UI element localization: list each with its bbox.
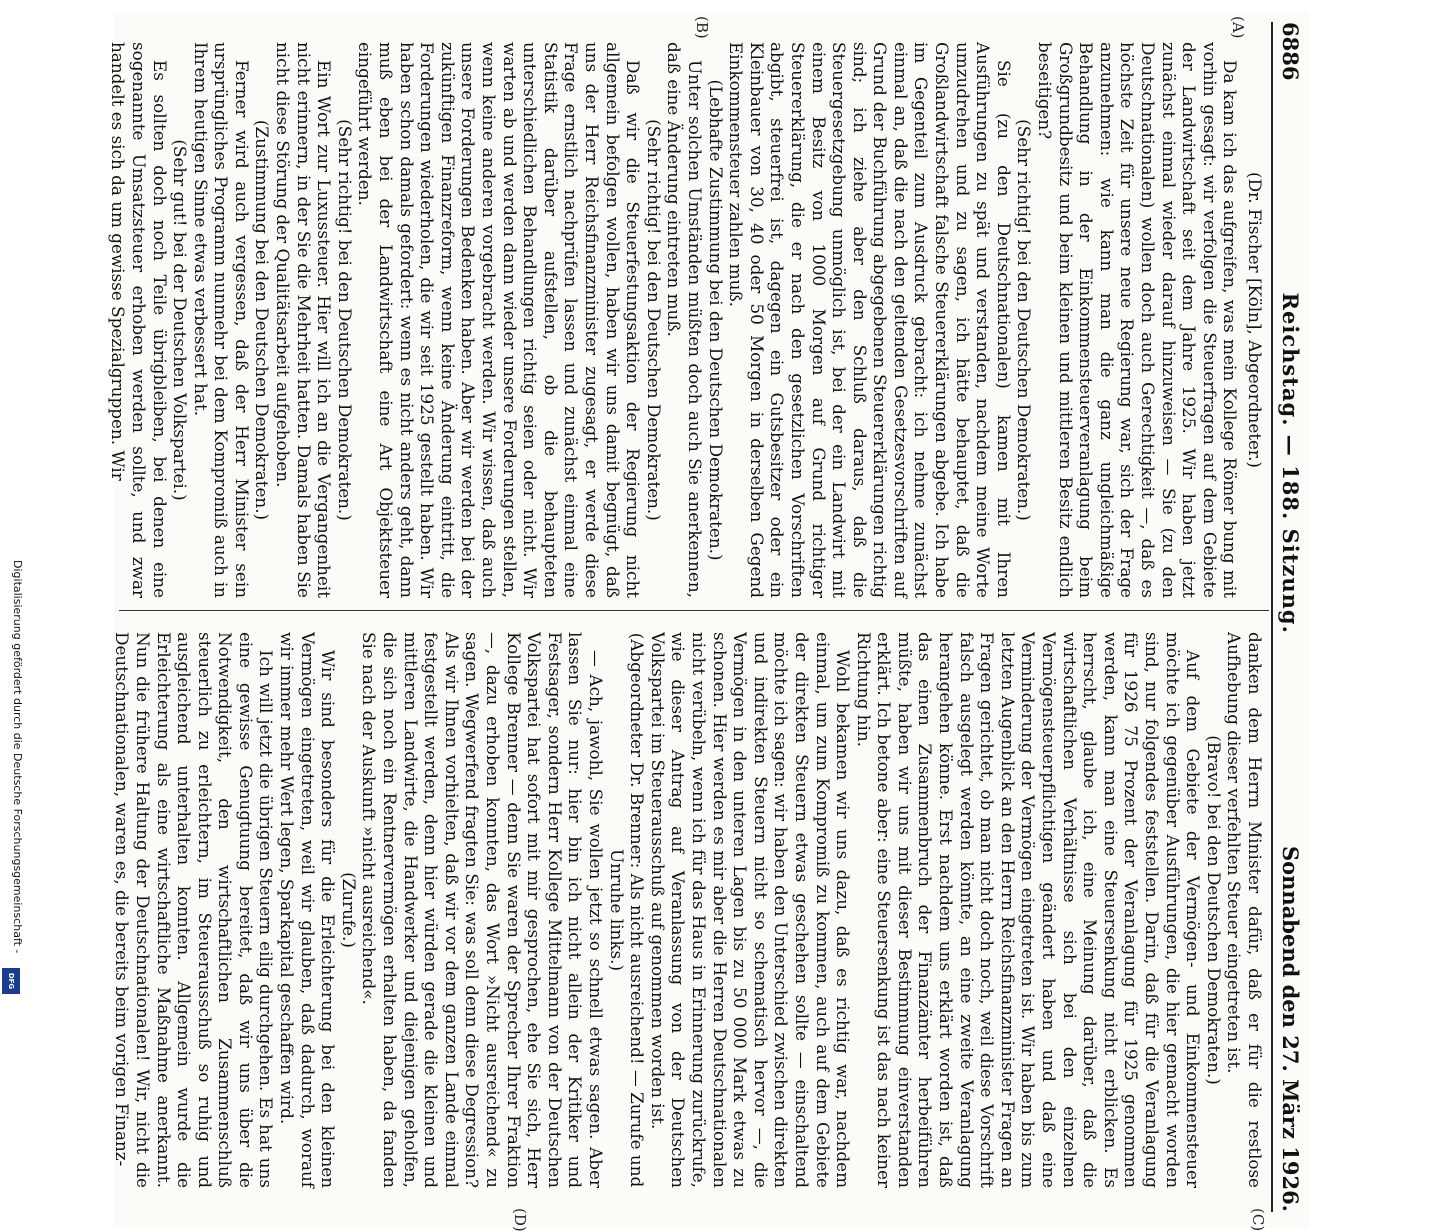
paragraph: — Ach, jawohl, Sie wollen jetzt so schnell etwas sagen. Aber lassen Sie nur: hier bin ich nicht allein der Kritiker und Festsager, sondern Herr Kollege Mittelmann von der Deutschen Volkspartei hat sofort mit mir gesprochen, ehe Sie sich, Herr Kollege Brenner — denn Sie waren der Sprecher Ihrer Fraktion —, dazu erhoben konnten, das Wort »Nicht ausreichend« zu sagen. Wegwerfend fragten Sie: was soll denn diese Degression? Als wir Ihnen vorhielten, daß wir vor dem ganzen Lande einmal festgestellt werden, denn hier würden gerade die kleinen und mittleren Landwirte, die Handwerker und diejenigen geholfen, die sich noch ein Rentnervermögen erhalten haben, da fanden Sie nach der Auskunft »nicht ausreichend«. xyxy=(359,632,606,1188)
session-date: Sonnabend den 27. März 1926. xyxy=(1278,845,1304,1212)
paragraph: Auf dem Gebiete der Vermögen- und Einkommensteuer möchte ich gegenüber Ausführungen, die hier gemacht worden sind, nur folgendes feststellen. Darin, daß für die Veranlagung für 1926 75 Prozent der Veranlagung für 1925 genommen werden, kann man eine Steuersenkung nicht erblicken. Es herrscht, glaube ich, eine Meinung darüber, daß die wirtschaftlichen Verhältnisse sich bei den einzelnen Vermögensteuerpflichtigen geändert haben und daß eine Verminderung der Vermögen eingetreten ist. Wir haben bis zum letzten Augenblick an den Herrn Reichsfinanzminister Fragen an Fragen gerichtet, ob man nicht doch noch, weil diese Vorschrift falsch ausgelegt werden könnte, an eine zweite Veranlagung herangehen könne. Erst nachdem uns erklärt worden ist, daß das einen Zusammenbruch der Finanzämter herbeiführen müßte, haben wir uns mit dieser Bestimmung einverstanden erklärt. Ich betone aber: eine Steuersenkung ist das nach keiner Richtung hin. xyxy=(853,632,1204,1189)
interjection: (Abgeordneter Dr. Brenner: Als nicht ausreichend! — Zurufe und Unruhe links.) xyxy=(606,632,648,1188)
page-header xyxy=(1271,22,1309,1212)
paragraph: Wir sind besonders für die Erleichterung bei den kleinen Vermögen eingetreten, weil wir glauben, daß dadurch, worauf wir immer mehr Wert legen, Sparkapital geschaffen wird. xyxy=(277,632,339,1188)
interjection: (Sehr richtig! bei den Deutschen Demokraten.) xyxy=(643,119,664,521)
dfg-logo-text: DFG xyxy=(7,972,15,990)
right-column xyxy=(112,632,1265,1189)
paragraph: Wohl bekamen wir uns dazu, daß es richtig war, nachdem einmal, um zum Kompromiß zu kommen, auch auf dem Gebiete der direkten Steuern etwas geschehen sollte — einschaltend möchte ich sagen: wir haben den Unterschied zwischen direkten und indirekten Steuern nicht so schematisch hervor —, die Vermögen in den unteren Lagen bis zu 50 000 Mark etwas zu schonen. Hier werden es mir aber die Herren Deutschnationalen nicht verübeln, wenn ich für das Haus in Erinnerung zurückrufe, wie dieser Antrag auf Veranlassung von der Deutschen Volkspartei im Steuerausschuß auf genommen worden ist. xyxy=(647,632,854,1188)
dfg-logo xyxy=(2,968,20,994)
interjection: (Zustimmung bei den Deutschen Demokraten.) xyxy=(252,119,273,521)
left-column xyxy=(108,42,1265,598)
paragraph: Daß wir die Steuerfestungsaktion der Regierung nicht allgemein befolgen wollen, haben wir uns damit begnügt, daß uns der Herr Reichsfinanzminister zugesagt, er werde diese Frage ernstlich nachprüfen lassen und zunächst einmal eine Statistik darüber aufstellen, ob die behaupteten unterschiedlichen Behandlungen richtig seien oder nicht. Wir warten ab und werden dann wieder unsere Forderungen stellen, wenn keine anderen vorgebracht werden. Wir wissen, daß auch unsere Forderungen Bedenken haben. Aber wir werden bei der zukünftigen Finanzreform, wenn keine Änderung eintritt, die Forderungen wiederholen, die wir seit 1925 gestellt haben. Wir haben schon damals gefordert: wenn es nicht anders geht, dann muß eben bei der Landwirtschaft eine Art Objektsteuer eingeführt werden. xyxy=(355,42,644,598)
paragraph: Ein Wort zur Luxussteuer. Hier will ich an die Vergangenheit nicht erinnern, in der Sie die Mehrheit hatten. Damals haben Sie nicht diese Störung der Qualitätsarbeit aufgehoben. xyxy=(273,42,335,598)
paragraph: danken dem Herrn Minister dafür, daß er für die restlose Aufhebung dieser verfehlten Steuer eingetreten ist. xyxy=(1224,632,1265,1188)
speaker-line: (Dr. Fischer [Köln], Abgeordneter.) xyxy=(1245,172,1265,468)
paragraph: Ich will jetzt die übrigen Steuern eilig durchgehen. Es hat uns eine gewisse Genugtuung bereitet, daß wir uns über die Notwendigkeit, den wirtschaftlichen Zusammenschluß steuerlich zu erleichtern, im Steuerausschuß so ruhig und ausgleichend unterhalten konnten. Allgemein wurde die Erleichterung als eine wirtschaftliche Maßnahme anerkannt. Nun die frühere Haltung der Deutschnationalen! Wir, nicht die Deutschnationalen, waren es, die bereits beim vorigen Finanz- xyxy=(112,632,277,1188)
interjection: (Lebhafte Zustimmung bei den Deutschen Demokraten.) xyxy=(705,79,726,561)
interjection: (Sehr richtig! bei den Deutschen Demokraten.) xyxy=(1014,119,1035,521)
margin-mark-c: (C) xyxy=(1249,1208,1267,1232)
scanned-page xyxy=(108,12,1309,1232)
paragraph: Es sollten doch noch Teile übrigbleiben, bei denen eine sogenannte Umsatzsteuer erhoben werden sollte, und zwar handelt es sich da um gewisse Spezialgruppen. Wir xyxy=(108,42,170,598)
paragraph: Da kam ich das aufgreifen, was mein Kollege Römer bung mit vorhin gesagt: wir verfolgen die Steuerfragen auf dem Gebiete der Landwirtschaft seit dem Jahre 1925. Wir haben jetzt zunächst einmal wieder darauf hinzuweisen — Sie (zu den Deutschnationalen) wollen doch auch Gerechtigkeit —, daß es höchste Zeit für unsere neue Regierung war, sich der Frage anzunehmen: wie kann man die ganz ungleichmäßige Behandlung in der Einkommensteuerveranlagung beim Großgrundbesitz und beim kleinen und mittleren Besitz endlich beseitigen? xyxy=(1035,42,1241,598)
page-number: 6886 xyxy=(1278,22,1304,81)
paragraph: Ferner wird auch vergessen, daß der Herr Minister sein ursprüngliches Programm nunmehr bei dem Kompromiß auch in Ihrem heutigen Sinne etwas verbessert hat. xyxy=(190,42,252,598)
attribution-text: Digitalisierung gefördert durch die Deutsche Forschungsgemeinschaft - xyxy=(11,560,24,954)
margin-mark-d: (D) xyxy=(511,1208,529,1232)
paragraph: Sie (zu den Deutschnationalen) kamen mit Ihren Ausführungen zu spät und verstanden, nachdem meine Worte umzudrehen und zu sagen, ich hätte behauptet, daß die Großlandwirtschaft falsche Steuererklärungen abgebe. Ich habe im Gegenteil zum Ausdruck gebracht: ich nehme zunächst einmal an, daß die nach den geltenden Gesetzesvorschriften auf Grund der Buchführung abgegebenen Steuererklärungen richtig sind; ich ziehe aber den Schluß daraus, daß die Steuergesetzgebung unmöglich ist, bei der ein Landwirt mit einem Besitz von 1000 Morgen auf Grund richtiger Steuererklärung, die er nach den gesetzlichen Vorschriften abgibt, steuerfrei ist, dagegen ein Gutsbesitzer oder ein Kleinbauer von 30, 40 oder 50 Morgen in derselben Gegend Einkommensteuer zahlen muß. xyxy=(726,42,1014,598)
interjection: (Sehr richtig! bei den Deutschen Demokraten.) xyxy=(334,119,355,521)
interjection: (Bravo! bei den Deutschen Demokraten.) xyxy=(1203,735,1224,1085)
margin-mark-a: (A) xyxy=(1229,16,1247,39)
column-divider xyxy=(119,610,1269,611)
margin-mark-b: (B) xyxy=(693,16,711,39)
paragraph: Unter solchen Umständen müßten doch auch Sie anerkennen, daß eine Änderung eintreten muß. xyxy=(664,42,705,598)
digitization-attribution xyxy=(2,560,24,996)
session-title: Reichstag. — 188. Sitzung. xyxy=(1278,292,1304,634)
interjection: (Sehr gut! bei der Deutschen Volkspartei.) xyxy=(170,139,191,501)
interjection: (Zurufe.) xyxy=(338,872,359,948)
